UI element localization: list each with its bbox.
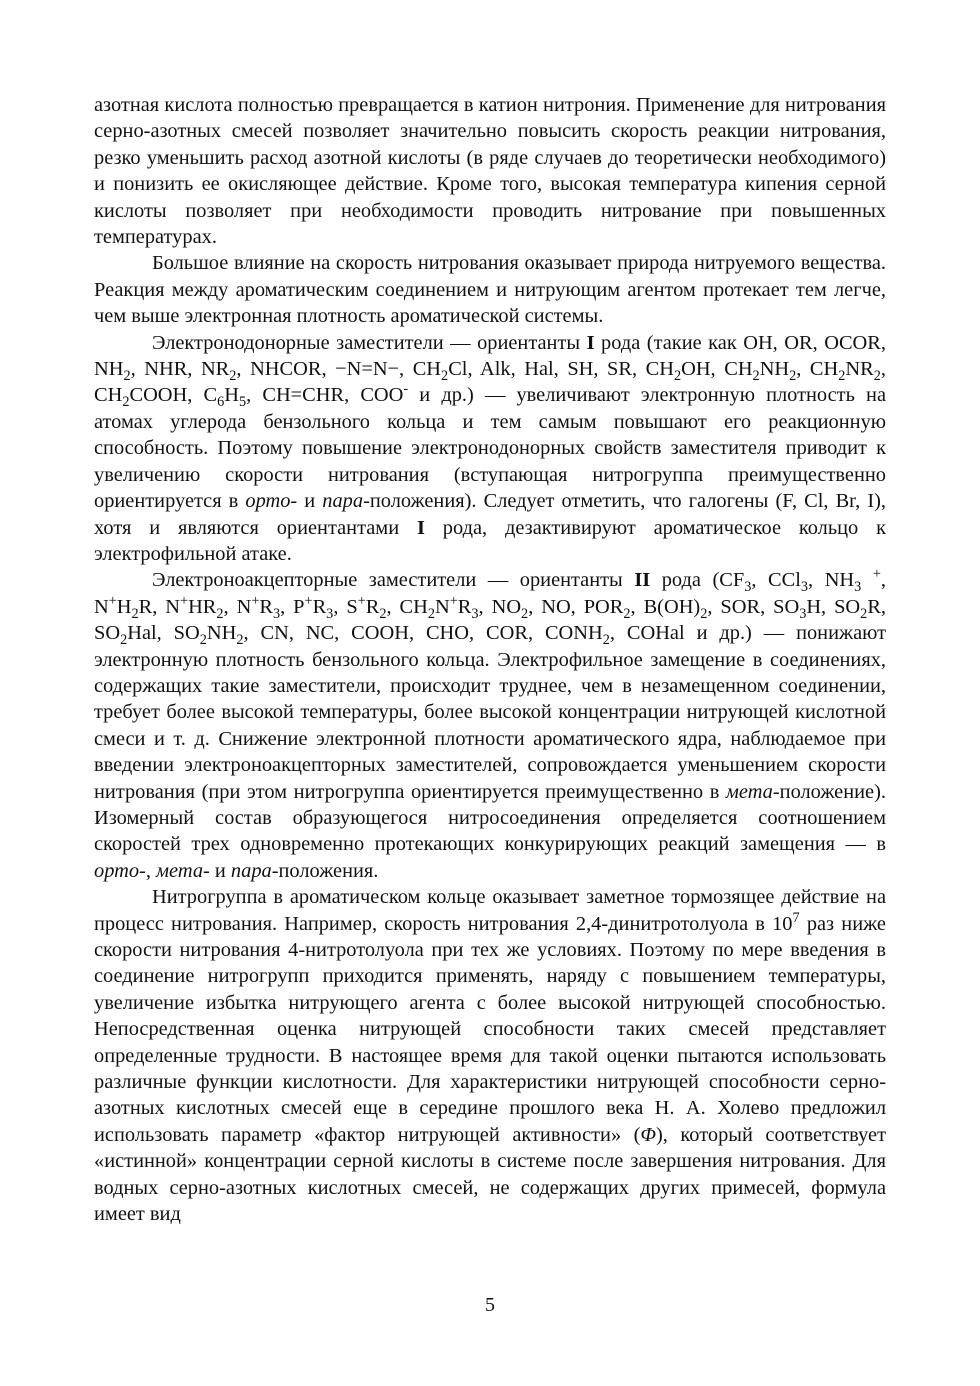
text-run: , CH=CHR, COO (246, 384, 404, 407)
text-run: 2 (838, 368, 846, 385)
text-run: -, (139, 859, 157, 882)
text-run: 3 (326, 605, 334, 622)
text-run: 3 (471, 605, 479, 622)
text-run: I (586, 331, 595, 354)
text-run: 3 (800, 579, 809, 596)
text-run: H (224, 384, 239, 407)
text-run: II (634, 569, 651, 592)
text-run: - и (290, 490, 323, 513)
text-run: Нитрогруппа в ароматическом кольце оказывает заметное тормозящее действие на процесс нитрования. Например, скорость нитрования 2,4-динитротолуола в 10 (94, 886, 886, 935)
text-run: , CN, NC, COOH, CHO, COR, CONH (243, 622, 603, 645)
text-run: OH, CH (681, 358, 753, 381)
text-run: -положения). Следует отметить, что галогены (F, Cl, Br, I), хотя и являются ориентантами (94, 490, 886, 539)
text-run: 2 (521, 605, 529, 622)
text-run: , N (223, 595, 252, 618)
text-run: 6 (217, 394, 225, 411)
text-run: , P (280, 595, 305, 618)
paragraph (94, 567, 886, 884)
text-run: , CH (796, 358, 839, 381)
text-run: COOH, C (129, 384, 218, 407)
text-run: 2 (236, 632, 244, 649)
text-run: NH (206, 622, 237, 645)
text-run: 3 (272, 605, 281, 622)
text-run: , NHR, NR (130, 358, 230, 381)
text-run: 3 (799, 605, 807, 622)
text-run: , B(OH) (630, 595, 701, 618)
text-run: ), который соответствует «истинной» концентрации серной кислоты в системе после завершения нитрования. Для водных серно-азотных кислотных смесей, не содержащих других примесей, формула имеет вид (94, 1123, 886, 1226)
text-run: и др.) — увеличивают электронную плотность на атомах углерода бензольного кольца и тем самым повышают его реакционную способность. Поэтому повышение электронодонорных свойств заместителя приводит к увеличению скорости нитрования (вступающая нитрогруппа преимущественно ориентируется в (94, 384, 886, 513)
text-run: 2 (700, 605, 708, 622)
text-run: Φ (640, 1123, 656, 1146)
paragraph (94, 250, 886, 329)
text-run: 2 (752, 368, 760, 385)
text-run: 2 (427, 605, 436, 622)
text-run: NR (845, 358, 874, 381)
text-run: R, SO (94, 595, 887, 645)
text-run: - (403, 381, 409, 398)
text-run: азотная кислота полностью превращается в катион нитрония. Применение для нитрования серно-азотных смесей позволяет значительно повысить скорость реакции нитрования, резко уменьшить расход азотной кислоты (в ряде случаев до теоретически необходимого) и понизить ее окисляющее действие. Кроме того, высокая температура кипения серной кислоты позволяет при необходимости проводить нитрование при повышенных температурах. (94, 94, 886, 249)
text-run: пара (322, 490, 364, 513)
text-run: 2 (123, 368, 131, 385)
text-run: , CH (94, 358, 886, 407)
text-run: + (872, 566, 881, 583)
text-run: 2 (673, 368, 682, 385)
text-run: 2 (873, 368, 881, 385)
text-run: R (312, 595, 327, 618)
text-run: рода, дезактивируют ароматическое кольцо к электрофильной атаке. (94, 516, 886, 565)
text-run: 3 (854, 579, 862, 596)
text-run: 2 (120, 632, 128, 649)
text-run: , CH (386, 595, 428, 618)
text-run: + (180, 592, 189, 609)
text-run: R (259, 595, 273, 618)
text-run: + (357, 592, 366, 609)
text-run: раз ниже скорости нитрования 4-нитротолуола при тех же условиях. Поэтому по мере введения в соединение нитрогрупп приходится применять, наряду с повышением температуры, увеличение избытка нитрующего агента с более высокой нитрующей способностью. Непосредственная оценка нитрующей способности таких смесей представляет определенные трудности. В настоящее время для такой оценки пытаются использовать различные функции кислотности. Для характеристики нитрующей способности серно-азотных кислотных смесей еще в середине прошлого века Н. А. Холево предложил использовать параметр «фактор нитрующей активности» ( (94, 912, 886, 1146)
text-run: R (457, 595, 472, 618)
text-run: H (116, 595, 132, 618)
page-number: 5 (485, 1294, 495, 1316)
text-run: 3 (744, 579, 752, 596)
text-run: + (108, 592, 117, 609)
text-run: R, N (138, 595, 181, 618)
text-run: I (416, 516, 425, 539)
text-run: 2 (789, 368, 797, 385)
text-run: + (304, 592, 313, 609)
text-run: 2 (122, 394, 130, 411)
paragraph (94, 884, 886, 1227)
text-run: 2 (860, 605, 868, 622)
text-run: мета (156, 859, 204, 882)
text-run: Hal, SO (127, 622, 200, 645)
text-run: 2 (379, 605, 387, 622)
text-run: , NHCOR, −N=N−, CH (236, 358, 442, 381)
text-run: , COHal и др.) — понижают электронную плотность бензольного кольца. Электрофильное замещение в соединениях, содержащих такие заместители, происходит труднее, чем в незамещенном соединении, требует более высокой температуры, более высокой концентрации нитрующей кислотной смеси и т. д. Снижение электронной плотности ароматического ядра, наблюдаемое при введении электроноакцепторных заместителей, сопровождается уменьшением скорости нитрования (при этом нитрогруппа ориентируется преимущественно в (94, 622, 887, 803)
paragraph (94, 330, 886, 568)
text-run: 5 (238, 394, 247, 411)
text-run: Cl, Alk, Hal, SH, SR, CH (448, 358, 674, 381)
text-run: Электронодонорные заместители — ориентанты (152, 331, 587, 354)
text-run: 2 (199, 632, 207, 649)
text-run: орто (94, 859, 140, 882)
text-run: , NO (478, 595, 522, 618)
text-run: , S (333, 595, 358, 618)
text-run: рода (такие как OH, OR, OCOR, NH (94, 331, 886, 381)
text-run: N (435, 595, 450, 618)
text-run: Электроноакцепторные заместители — ориентанты (152, 569, 635, 592)
text-run: 2 (216, 605, 224, 622)
paragraph (94, 92, 886, 250)
text-run: , NH (808, 569, 855, 592)
text-run: -положение). Изомерный состав образующегося нитросоединения определяется соотношением скоростей трех одновременно протекающих конкурирующих реакций замещения — в (94, 780, 886, 856)
text-run: 7 (792, 909, 800, 926)
text-run: , CCl (751, 569, 801, 592)
text-run: орто (245, 490, 291, 513)
text-run: , NO, POR (528, 595, 624, 618)
text-run: 2 (441, 368, 449, 385)
text-run: рода (CF (650, 569, 745, 592)
text-run (861, 569, 873, 591)
text-run: 2 (229, 368, 237, 385)
text-run: , SOR, SO (707, 595, 800, 618)
text-run: Большое влияние на скорость нитрования оказывает природа нитруемого вещества. Реакция между ароматическим соединением и нитрующим агентом протекает тем легче, чем выше электронная плотность ароматической системы. (94, 252, 886, 328)
text-run: 2 (623, 605, 631, 622)
text-run: + (251, 592, 260, 609)
text-run: мета (725, 780, 773, 803)
text-run: 2 (131, 605, 139, 622)
text-run: -положения. (271, 859, 379, 882)
page-body (94, 92, 886, 1227)
text-run: HR (188, 595, 217, 618)
text-run: 2 (602, 632, 610, 649)
text-run: , N (94, 569, 887, 618)
text-run: пара (230, 859, 272, 882)
text-run: H, SO (806, 595, 861, 618)
text-run: - и (203, 859, 231, 882)
text-run: R (365, 595, 380, 618)
text-run: NH (759, 358, 790, 381)
text-run: + (449, 592, 458, 609)
